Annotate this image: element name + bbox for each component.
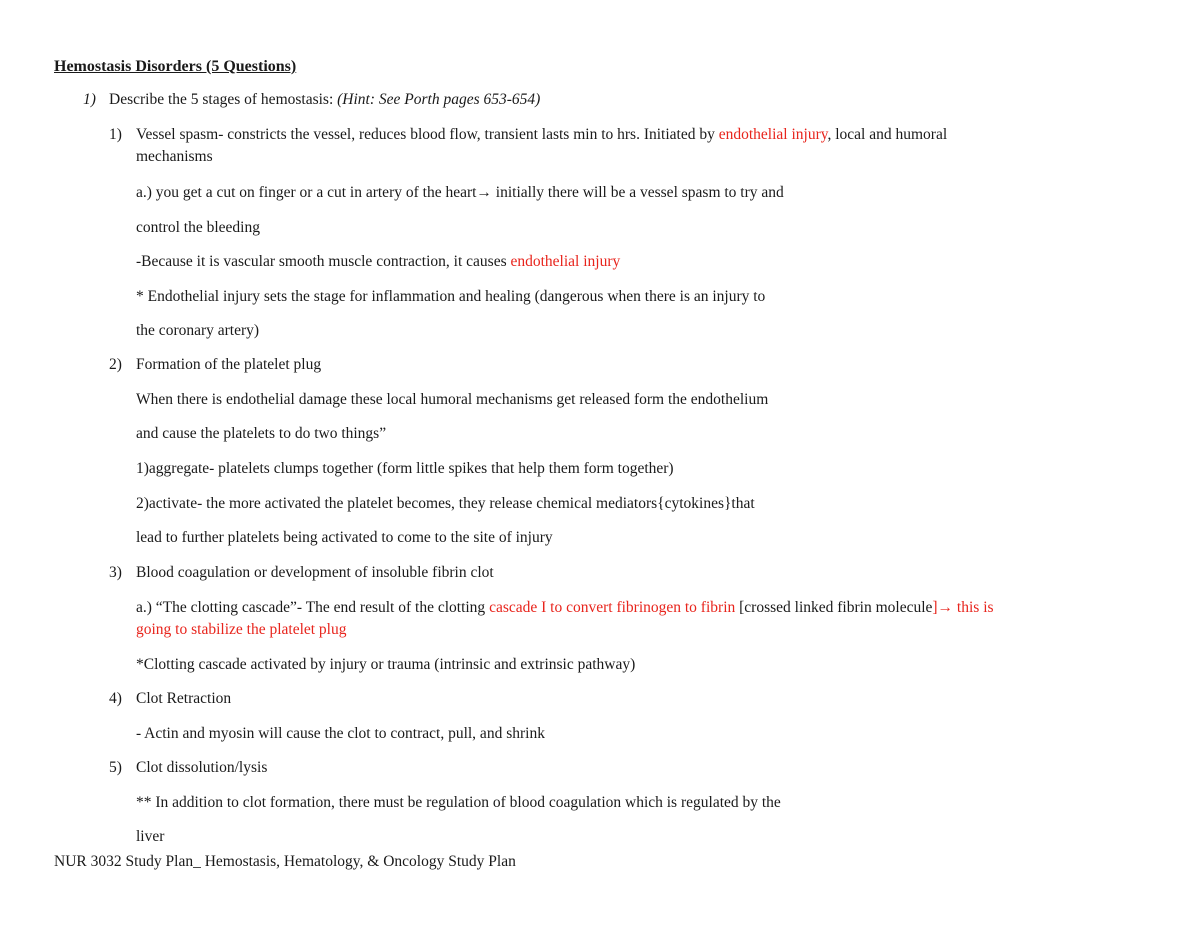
stage-4-title: Clot Retraction (136, 690, 232, 707)
stage-number: 3) (109, 564, 122, 581)
stage-3-cascade-red: cascade I to convert fibrinogen to fibrin (489, 599, 736, 616)
stage-1-note: * Endothelial injury sets the stage for inflammation and healing (dangerous when there is an injury to (136, 288, 766, 305)
question-number: 1) (83, 91, 96, 108)
question-hint: (Hint: See Porth pages 653-654) (337, 91, 541, 108)
stage-3-cascade-pre: a.) “The clotting cascade”- The end result of the clotting (136, 599, 490, 616)
stage-2-note: and cause the platelets to do two things” (136, 425, 387, 442)
stage-2-title: Formation of the platelet plug (136, 356, 322, 373)
stage-2-note: When there is endothelial damage these local humoral mechanisms get released form the endothelium (136, 391, 769, 408)
stage-1-note: control the bleeding (136, 219, 260, 236)
page-footer: NUR 3032 Study Plan_ Hemostasis, Hematology, & Oncology Study Plan (54, 853, 516, 870)
stage-4-note: - Actin and myosin will cause the clot to contract, pull, and shrink (136, 725, 545, 742)
stage-number: 5) (109, 759, 122, 776)
stage-3-cascade-red-2: ]→ this is (932, 599, 994, 616)
stage-number: 4) (109, 690, 122, 707)
stage-5-note: liver (136, 828, 165, 845)
stage-1-text-red: endothelial injury (718, 126, 828, 143)
stage-1-note: the coronary artery) (136, 322, 260, 339)
stage-3-title: Blood coagulation or development of insoluble fibrin clot (136, 564, 494, 581)
stage-3-cascade-line-2: going to stabilize the platelet plug (136, 621, 347, 638)
question-prompt: Describe the 5 stages of hemostasis: (109, 91, 338, 108)
stage-3-note: *Clotting cascade activated by injury or trauma (intrinsic and extrinsic pathway) (136, 656, 636, 673)
stage-2-note: 1)aggregate- platelets clumps together (form little spikes that help them form together) (136, 460, 674, 477)
section-heading: Hemostasis Disorders (5 Questions) (54, 58, 297, 75)
stage-3-cascade-mid: [crossed linked fibrin molecule (735, 599, 933, 616)
stage-1-note-red (136, 251, 620, 273)
stage-3-cascade-line-1 (136, 597, 994, 619)
stage-1-line-2: mechanisms (136, 148, 213, 165)
question-text (109, 89, 540, 111)
stage-1-text-a: Vessel spasm- constricts the vessel, reduces blood flow, transient lasts min to hrs. Initiated by (136, 126, 719, 143)
stage-1-note-red-pre: -Because it is vascular smooth muscle contraction, it causes (136, 253, 511, 270)
stage-5-title: Clot dissolution/lysis (136, 759, 268, 776)
stage-number: 1) (109, 126, 122, 143)
stage-1-line-1 (136, 124, 947, 146)
stage-number: 2) (109, 356, 122, 373)
stage-1-note: a.) you get a cut on finger or a cut in artery of the heart→ initially there will be a vessel spasm to try and (136, 184, 784, 201)
stage-1-text-b: , local and humoral (827, 126, 948, 143)
stage-2-note: 2)activate- the more activated the platelet becomes, they release chemical mediators{cytokines}that (136, 495, 755, 512)
stage-2-note: lead to further platelets being activated to come to the site of injury (136, 529, 553, 546)
stage-1-note-red-text: endothelial injury (510, 253, 621, 270)
stage-5-note: ** In addition to clot formation, there must be regulation of blood coagulation which is regulated by the (136, 794, 781, 811)
